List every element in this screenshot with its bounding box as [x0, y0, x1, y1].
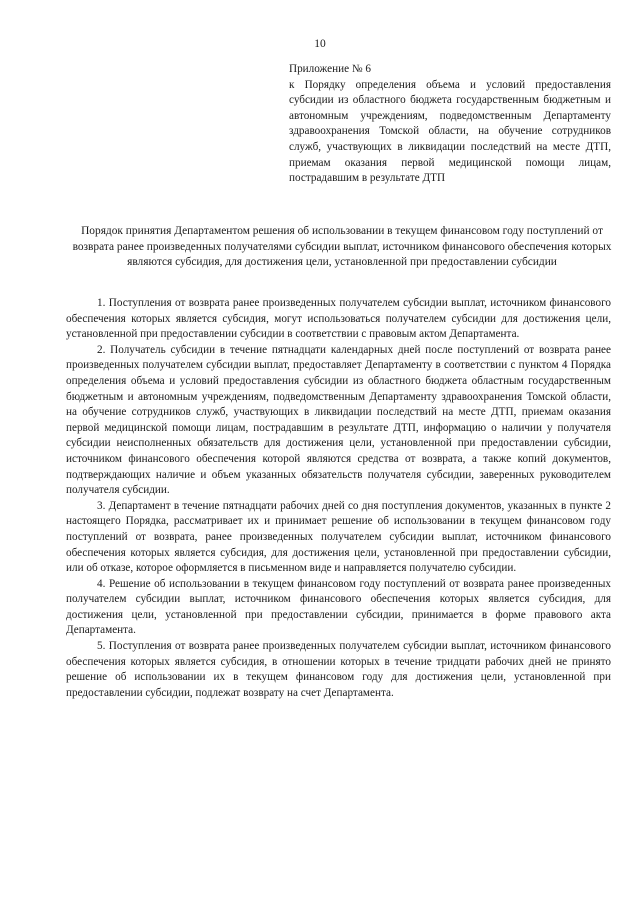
- paragraph-5: 5. Поступления от возврата ранее произведенных получателем субсидии выплат, источником финансового обеспечения которых является субсидия, в отношении которых в течение тридцати рабочих дней не принято решение об использовании их в текущем финансовом году для достижения цели, установленной при предоставлении субсидии, подлежат возврату на счет Департамента.: [66, 640, 611, 699]
- paragraph-4: 4. Решение об использовании в текущем финансовом году поступлений от возврата ранее произведенных получателем субсидии выплат, источником финансового обеспечения которых является субсидия, для достижения цели, установленной при предоставлении субсидии, принимается в форме правового акта Департамента.: [66, 577, 611, 637]
- appendix-text: к Порядку определения объема и условий предоставления субсидии из областного бюджета государственным бюджетным и автономным учреждениям, подведомственным Департаменту здравоохранения Томской области, на обучение сотрудников служб, участвующих в ликвидации последствий на месте ДТП, приемам оказания первой медицинской помощи лицам, пострадавшим в результате ДТП: [289, 78, 611, 185]
- paragraph-3: 3. Департамент в течение пятнадцати рабочих дней со дня поступления документов, указанных в пункте 2 настоящего Порядка, рассматривает их и принимает решение об использовании в текущем финансовом году поступлений от возврата, ранее произведенных получателем субсидии выплат, источником финансового обеспечения которых является субсидия, для достижения цели, установленной при предоставлении субсидии, или об отказе, которое оформляется в письменном виде и направляется получателю субсидии.: [66, 499, 611, 575]
- paragraph-1: 1. Поступления от возврата ранее произведенных получателем субсидии выплат, источником финансового обеспечения которых является субсидия, могут использоваться получателем субсидии для достижения цели, установленной при предоставлении субсидии в соответствии с правовым актом Департамента.: [66, 297, 611, 341]
- document-heading: Порядок принятия Департаментом решения об использовании в текущем финансовом году поступлений от возврата ранее произведенных получателями субсидии выплат, источником финансового обеспечения которых являются субсидия, для достижения цели, установленной при предоставлении субсидии: [72, 225, 612, 269]
- page-number: 10: [314, 38, 326, 50]
- paragraph-2: 2. Получатель субсидии в течение пятнадцати календарных дней после поступлений от возврата ранее произведенных получателем субсидии выплат, предоставляет Департаменту в соответствии с пунктом 4 Порядка определения объема и условий предоставления субсидии из областного бюджета областным государственным бюджетным и автономным учреждениям, подведомственным Департаменту здравоохранения Томской области, на обучение сотрудников служб, участвующих в ликвидации последствий на месте ДТП, приемам оказания первой медицинской помощи лицам, пострадавшим в результате ДТП, информацию о наличии у получателя субсидии неисполненных обязательств для достижения цели, установленной при предоставлении субсидии, источником финансового обеспечения которой являются средства от возврата, а также копий документов, подтверждающих наличие и объем указанных обязательств получателя субсидии, заверенных руководителем получателя субсидии.: [66, 343, 611, 497]
- appendix-title: Приложение № 6: [289, 63, 371, 75]
- document-body: [66, 296, 611, 701]
- appendix-block: [289, 62, 611, 187]
